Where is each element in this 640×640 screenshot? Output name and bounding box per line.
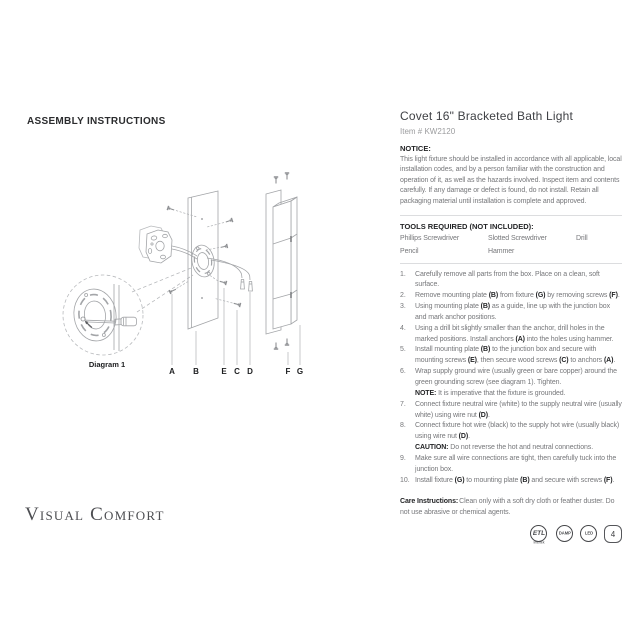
part-label-e: E	[221, 367, 227, 376]
instruction-text: Using a drill bit slightly smaller than the anchor, drill holes in the marked positions. Install anchors (A) into the holes using hammer.	[415, 324, 614, 343]
instructions-column	[400, 109, 622, 546]
instruction-text: Install fixture (G) to mounting plate (B) and secure with screws (F).	[415, 476, 615, 484]
damp-badge-text: DAMP	[558, 531, 571, 536]
anchor-screws	[167, 206, 240, 307]
wall-plate	[188, 191, 218, 329]
mounting-plate-ring	[189, 243, 216, 278]
care-instructions-text: Clean only with a soft dry cloth or feather duster. Do not use abrasive or chemical agents.	[400, 498, 615, 516]
tool-item: Drill	[576, 235, 588, 243]
tool-item: Pencil	[400, 247, 419, 255]
instruction-item	[400, 454, 622, 476]
instruction-item	[400, 400, 622, 422]
part-label-d: D	[247, 367, 253, 376]
product-title: Covet 16" Bracketed Bath Light	[400, 109, 574, 123]
junction-box	[139, 226, 172, 263]
damp-rated-badge	[556, 525, 573, 542]
part-label-g: G	[296, 367, 304, 376]
instruction-number: 1.	[400, 270, 406, 278]
tool-item	[576, 248, 622, 255]
instruction-text: Carefully remove all parts from the box. Place on a clean, soft surface.	[415, 270, 600, 289]
part-label-a: A	[169, 367, 175, 376]
instruction-text: Make sure all wire connections are tight, then carefully tuck into the junction box.	[415, 454, 617, 473]
instruction-item	[400, 345, 622, 367]
notice-label: NOTICE:	[400, 144, 431, 153]
instruction-item	[400, 270, 622, 292]
led-badge-text: LED	[584, 531, 593, 536]
instruction-number: 8.	[400, 422, 406, 430]
etl-icon: ETL	[530, 525, 547, 542]
care-instructions-label: Care Instructions:	[400, 498, 459, 506]
instruction-number: 3.	[400, 303, 406, 311]
instruction-number: 2.	[400, 292, 406, 300]
led-rated-badge	[580, 525, 597, 542]
divider	[400, 263, 622, 264]
pack-quantity-badge: 4	[604, 525, 622, 543]
tools-grid	[400, 235, 622, 255]
etl-subtext: Intertek	[533, 541, 545, 545]
instruction-item	[400, 291, 622, 302]
item-number: Item # KW2120	[400, 127, 456, 136]
instruction-text: Remove mounting plate (B) from fixture (G) by removing screws (F).	[415, 292, 620, 300]
instruction-text: Wrap supply ground wire (usually green or bare copper) around the green grounding screw (see diagram 1). Tighten. NOTE: It is imperative that the fixture is grounded.	[415, 368, 617, 397]
instruction-number: 6.	[400, 368, 406, 376]
care-instructions	[400, 497, 622, 518]
part-label-c: C	[234, 367, 240, 376]
instruction-number: 7.	[400, 400, 406, 408]
notice-text: This light fixture should be installed in accordance with all applicable, local installation codes, and by a person familiar with the construction and operation of it, as well as the hazards involved. Inspect item and contents carefully. If any damage or defect is found, do not install. Retain all packaging material until installation is complete and approved.	[400, 156, 622, 205]
detail-label: Diagram 1	[88, 360, 126, 369]
exploded-diagram-svg	[55, 164, 317, 382]
etl-listed-badge	[529, 525, 549, 546]
instruction-item	[400, 324, 622, 346]
instruction-text: Connect fixture hot wire (black) to the supply hot wire (usually black) using wire nut (D). CAUTION: Do not reverse the hot and neutral connections.	[415, 422, 620, 452]
detail-connector-lines	[132, 268, 193, 312]
fixture	[266, 190, 297, 334]
instruction-number: 4.	[400, 324, 406, 332]
instruction-item	[400, 367, 622, 400]
divider	[400, 215, 622, 216]
instruction-text: Install mounting plate (B) to the junction box and secure with mounting screws (E), then secure wood screws (C) to anchors (A).	[415, 346, 616, 365]
part-label-f: F	[285, 367, 291, 376]
tool-item: Hammer	[488, 247, 515, 255]
visual-comfort-logo: Visual Comfort	[25, 504, 165, 525]
instruction-number: 10.	[400, 476, 410, 484]
part-label-b: B	[193, 367, 199, 376]
instruction-text: Connect fixture neutral wire (white) to the supply neutral wire (usually white) using wire nut (D).	[415, 400, 622, 419]
exploded-diagram	[55, 164, 317, 382]
page-title: ASSEMBLY INSTRUCTIONS	[27, 116, 166, 127]
instruction-item	[400, 476, 622, 487]
instruction-list	[400, 270, 622, 487]
tools-required-label: TOOLS REQUIRED (NOT INCLUDED):	[400, 222, 534, 232]
instruction-text: Using mounting plate (B) as a guide, line up with the junction box and mark anchor positions.	[415, 303, 610, 321]
tool-item: Phillips Screwdriver	[400, 235, 460, 243]
instruction-item	[400, 302, 622, 324]
instruction-number: 5.	[400, 346, 406, 354]
badges	[400, 525, 622, 546]
detail-view	[63, 275, 143, 355]
tool-item: Slotted Screwdriver	[488, 235, 547, 243]
instruction-item	[400, 421, 622, 454]
instruction-number: 9.	[400, 454, 406, 462]
